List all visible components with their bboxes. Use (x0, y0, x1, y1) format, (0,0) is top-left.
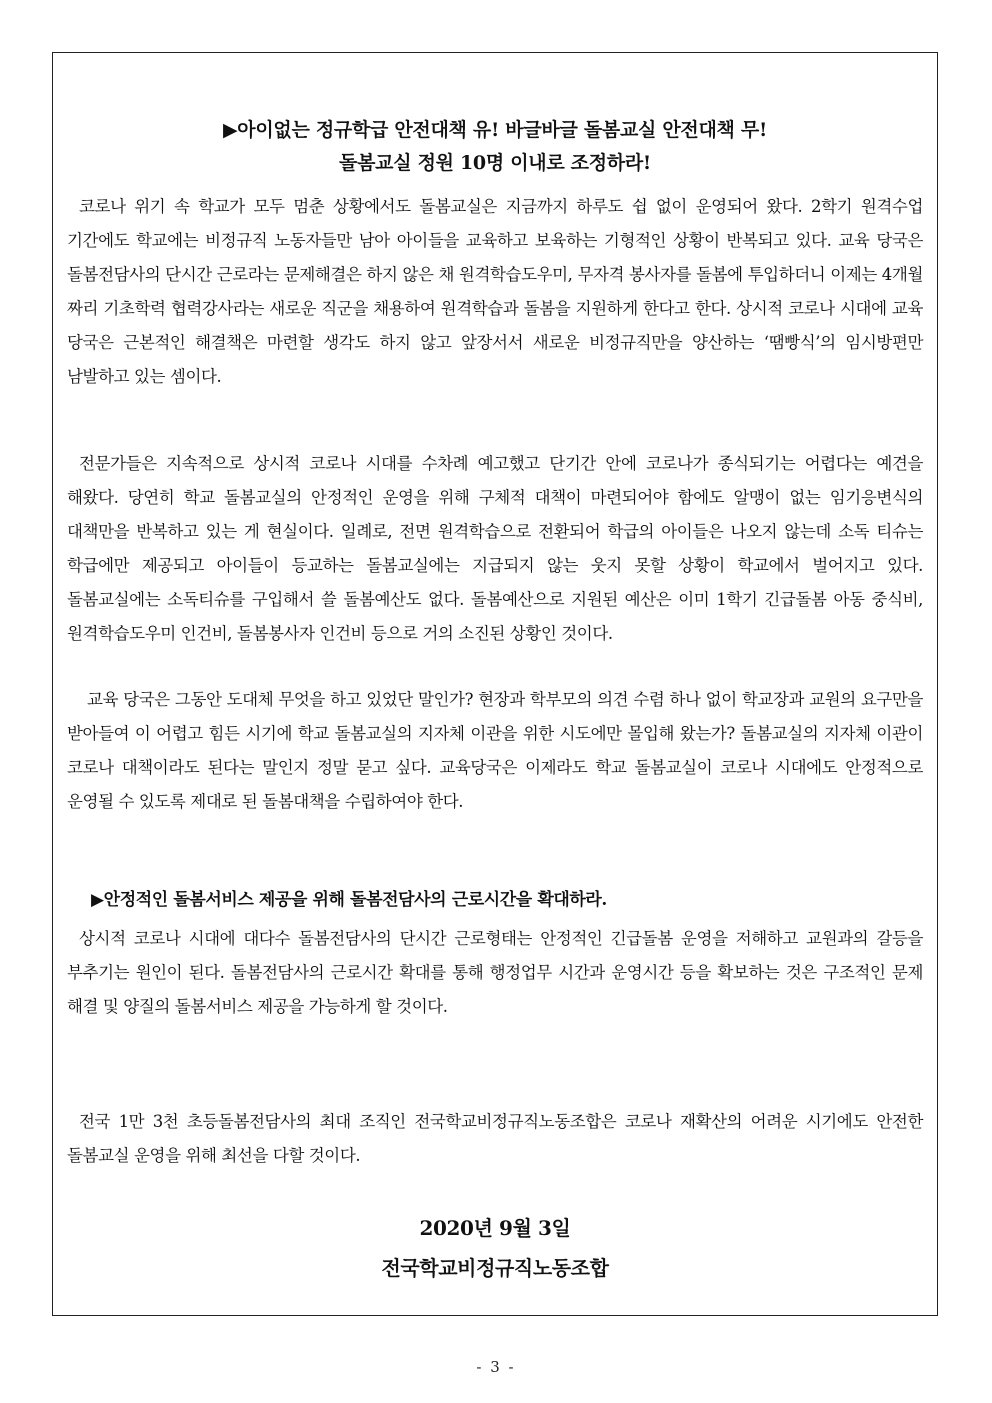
headline-line-2: 돌봄교실 정원 10명 이내로 조정하라! (339, 152, 651, 174)
page-number: - 3 - (476, 1358, 516, 1376)
closing-date: 2020년 9월 3일 (419, 1216, 571, 1240)
paragraph-4: 상시적 코로나 시대에 대다수 돌봄전담사의 단시간 근로형태는 안정적인 긴급돌봄 운영을 저해하고 교원과의 갈등을 부추기는 원인이 된다. 돌봄전담사의 근로시간 확대를 통해 행정업무 시간과 운영시간 등을 확보하는 것은 구조적인 문제 해결 및 양질의 돌봄서비스 제공을 가능하게 할 것이다. (67, 929, 923, 1016)
paragraph-3: 교육 당국은 그동안 도대체 무엇을 하고 있었단 말인가? 현장과 학부모의 의견 수렴 하나 없이 학교장과 교원의 요구만을 받아들여 이 어렵고 힘든 시기에 학교 돌봄교실의 지자체 이관을 위한 시도에만 몰입해 왔는가? 돌봄교실의 지자체 이관이 코로나 대책이라도 된다는 말인지 정말 묻고 싶다. 교육당국은 이제라도 학교 돌봄교실이 코로나 시대에도 안정적으로 운영될 수 있도록 제대로 된 돌봄대책을 수립하여야 한다. (67, 690, 923, 811)
section-subheading: ▶안정적인 돌봄서비스 제공을 위해 돌봄전담사의 근로시간을 확대하라. (91, 890, 607, 910)
headline-line-1: ▶아이없는 정규학급 안전대책 유! 바글바글 돌봄교실 안전대책 무! (222, 119, 767, 141)
paragraph-1: 코로나 위기 속 학교가 모두 멈춘 상황에서도 돌봄교실은 지금까지 하루도 쉽 없이 운영되어 왔다. 2학기 원격수업 기간에도 학교에는 비정규직 노동자들만 남아 아이들을 교육하고 보육하는 기형적인 상황이 반복되고 있다. 교육 당국은 돌봄전담사의 단시간 근로라는 문제해결은 하지 않은 채 원격학습도우미, 무자격 봉사자를 돌봄에 투입하더니 이제는 4개월 짜리 기초학력 협력강사라는 새로운 직군을 채용하여 원격학습과 돌봄을 지원하게 한다고 한다. 상시적 코로나 시대에 교육 당국은 근본적인 해결책은 마련할 생각도 하지 않고 앞장서서 새로운 비정규직만을 양산하는 ‘땜빵식’의 임시방편만 남발하고 있는 셈이다. (67, 197, 923, 386)
document-frame (52, 52, 938, 1316)
paragraph-2: 전문가들은 지속적으로 상시적 코로나 시대를 수차례 예고했고 단기간 안에 코로나가 종식되기는 어렵다는 예견을 해왔다. 당연히 학교 돌봄교실의 안정적인 운영을 위해 구체적 대책이 마련되어야 함에도 알맹이 없는 임기응변식의 대책만을 반복하고 있는 게 현실이다. 일례로, 전면 원격학습으로 전환되어 학급의 아이들은 나오지 않는데 소독 티슈는 학급에만 제공되고 아이들이 등교하는 돌봄교실에는 지급되지 않는 웃지 못할 상황이 학교에서 벌어지고 있다. 돌봄교실에는 소독티슈를 구입해서 쓸 돌봄예산도 없다. 돌봄예산으로 지원된 예산은 이미 1학기 긴급돌봄 아동 중식비, 원격학습도우미 인건비, 돌봄봉사자 인건비 등으로 거의 소진된 상황인 것이다. (67, 454, 923, 643)
closing-organization: 전국학교비정규직노동조합 (381, 1256, 609, 1280)
paragraph-5: 전국 1만 3천 초등돌봄전담사의 최대 조직인 전국학교비정규직노동조합은 코로나 재확산의 어려운 시기에도 안전한 돌봄교실 운영을 위해 최선을 다할 것이다. (67, 1112, 923, 1165)
